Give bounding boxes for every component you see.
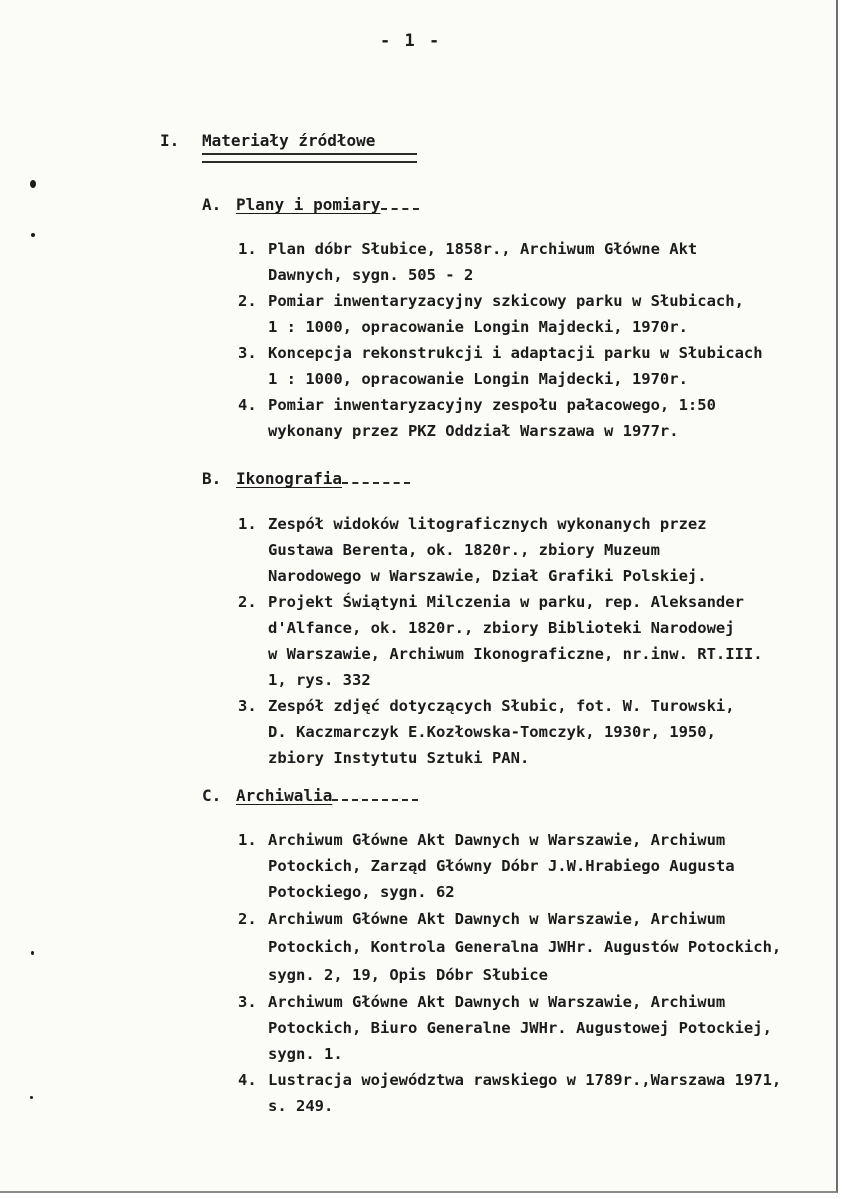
item-line: 1 : 1000, opracowanie Longin Majdecki, 1970r. <box>268 318 688 336</box>
heading-title: Materiały źródłowe <box>202 131 376 150</box>
margin-ink-mark <box>31 233 35 237</box>
item-line: Pomiar inwentaryzacyjny szkicowy parku w Słubicach, <box>268 292 744 310</box>
margin-ink-mark <box>30 180 36 188</box>
item-line: Potockich, Kontrola Generalna JWHr. Augustów Potockich, <box>268 938 782 956</box>
item-line: Lustracja województwa rawskiego w 1789r.,Warszawa 1971, <box>268 1071 782 1089</box>
list-item <box>238 236 838 288</box>
list-item <box>238 288 838 340</box>
section-heading-c <box>202 786 418 805</box>
item-number: 1. <box>238 240 257 258</box>
item-line: Archiwum Główne Akt Dawnych w Warszawie, Archiwum <box>268 831 726 849</box>
item-line: Zespół widoków litograficznych wykonanych przez <box>268 515 707 533</box>
list-item <box>238 827 838 905</box>
item-number: 3. <box>238 344 257 362</box>
item-line: Koncepcja rekonstrukcji i adaptacji parku w Słubicach <box>268 344 763 362</box>
section-title: Plany i pomiary <box>236 195 381 214</box>
section-heading-a <box>202 195 419 214</box>
item-line: Potockich, Zarząd Główny Dóbr J.W.Hrabiego Augusta <box>268 857 735 875</box>
section-underline-trail <box>381 196 419 210</box>
item-number: 4. <box>238 396 257 414</box>
main-heading <box>160 131 375 150</box>
item-line: Plan dóbr Słubice, 1858r., Archiwum Główne Akt <box>268 240 698 258</box>
margin-ink-mark <box>31 951 34 955</box>
item-line: w Warszawie, Archiwum Ikonograficzne, nr.inw. RT.III. <box>268 645 763 663</box>
list-item <box>238 589 838 693</box>
heading-roman-numeral: I. <box>160 131 180 150</box>
section-c-list <box>238 827 838 1119</box>
list-item <box>238 511 838 589</box>
item-line: Pomiar inwentaryzacyjny zespołu pałacowego, 1:50 <box>268 396 716 414</box>
item-line: Zespół zdjęć dotyczących Słubic, fot. W. Turowski, <box>268 697 735 715</box>
item-line: Archiwum Główne Akt Dawnych w Warszawie, Archiwum <box>268 993 726 1011</box>
item-line: Dawnych, sygn. 505 - 2 <box>268 266 474 284</box>
item-number: 1. <box>238 831 257 849</box>
item-line: zbiory Instytutu Sztuki PAN. <box>268 749 530 767</box>
item-line: s. 249. <box>268 1097 334 1115</box>
item-line: sygn. 1. <box>268 1045 343 1063</box>
page-number: - 1 - <box>380 31 442 51</box>
list-item <box>238 905 838 989</box>
section-letter: C. <box>202 786 222 805</box>
item-number: 3. <box>238 697 257 715</box>
section-b-list <box>238 511 838 771</box>
item-line: Potockiego, sygn. 62 <box>268 883 455 901</box>
item-line: Archiwum Główne Akt Dawnych w Warszawie, Archiwum <box>268 910 726 928</box>
item-line: d'Alfance, ok. 1820r., zbiory Biblioteki Narodowej <box>268 619 735 637</box>
item-number: 2. <box>238 593 257 611</box>
item-line: Gustawa Berenta, ok. 1820r., zbiory Muzeum <box>268 541 660 559</box>
section-title: Archiwalia <box>236 786 333 805</box>
section-underline-trail <box>342 470 410 484</box>
list-item <box>238 340 838 392</box>
list-item <box>238 989 838 1067</box>
section-a-list <box>238 236 838 444</box>
item-line: sygn. 2, 19, Opis Dóbr Słubice <box>268 966 548 984</box>
item-line: Narodowego w Warszawie, Dział Grafiki Polskiej. <box>268 567 707 585</box>
item-number: 2. <box>238 910 257 928</box>
item-line: 1, rys. 332 <box>268 671 371 689</box>
section-title: Ikonografia <box>236 469 342 488</box>
list-item <box>238 392 838 444</box>
section-letter: A. <box>202 195 222 214</box>
section-letter: B. <box>202 469 222 488</box>
item-line: Projekt Świątyni Milczenia w parku, rep. Aleksander <box>268 593 744 611</box>
item-line: 1 : 1000, opracowanie Longin Majdecki, 1970r. <box>268 370 688 388</box>
section-heading-b <box>202 469 410 488</box>
item-line: D. Kaczmarczyk E.Kozłowska-Tomczyk, 1930r, 1950, <box>268 723 716 741</box>
margin-ink-mark <box>30 1096 33 1099</box>
section-underline-trail <box>332 787 418 801</box>
item-number: 4. <box>238 1071 257 1089</box>
item-line: Potockich, Biuro Generalne JWHr. Augustowej Potockiej, <box>268 1019 772 1037</box>
list-item <box>238 1067 838 1119</box>
item-number: 3. <box>238 993 257 1011</box>
item-line: wykonany przez PKZ Oddział Warszawa w 1977r. <box>268 422 679 440</box>
item-number: 2. <box>238 292 257 310</box>
list-item <box>238 693 838 771</box>
item-number: 1. <box>238 515 257 533</box>
